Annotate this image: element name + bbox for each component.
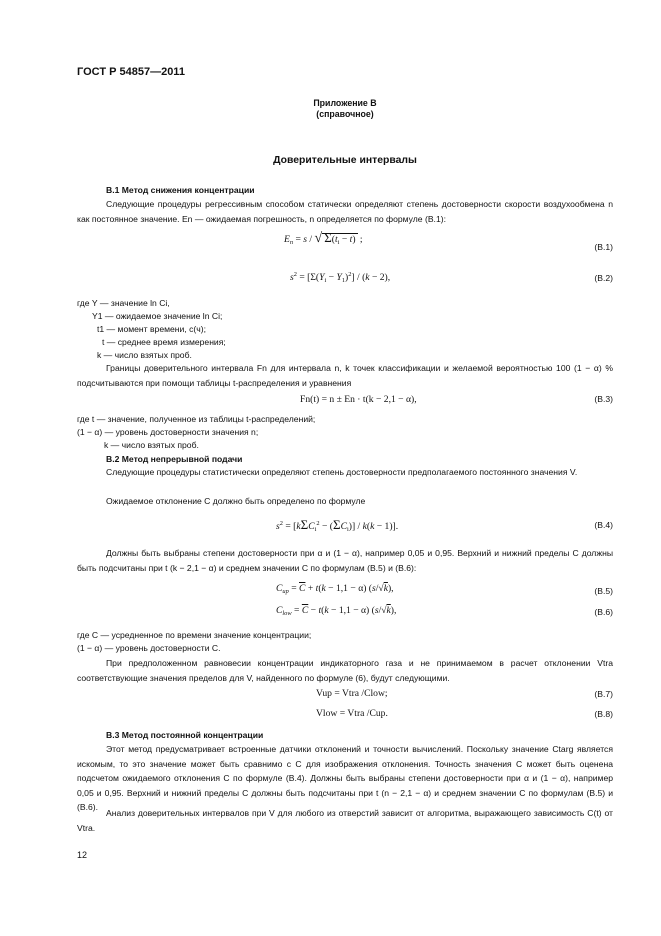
where-item: t — среднее время измерения; — [102, 337, 226, 347]
eq-b8-label: (В.8) — [594, 709, 613, 719]
where-item: где C — усредненное по времени значение концентрации; — [77, 630, 312, 640]
b2-paragraph-3 — [77, 546, 613, 575]
page-title: Доверительные интервалы — [273, 155, 417, 166]
b1-para1-text: Следующие процедуры регрессивным способом статически определяют степень достоверности скорости воздухообмена n как постоянное значение. En — ожидаемая погрешность, n определяется по формуле (В.1): — [77, 199, 613, 224]
b3-paragraph-1 — [77, 742, 613, 815]
eq-b7-label: (В.7) — [594, 689, 613, 699]
b1-paragraph-1 — [77, 197, 613, 226]
b2-paragraph-4 — [77, 656, 613, 685]
where-item: Y1 — ожидаемое значение ln Ci; — [92, 311, 223, 321]
eq-b1-label: (В.1) — [594, 242, 613, 252]
formula-b8: Vlow = Vtra /Cup. — [316, 708, 388, 719]
where-item: где t — значение, полученное из таблицы t-распределений; — [77, 414, 316, 424]
b1-para2-text: Границы доверительного интервала Fn для интервала n, k точек классификации и желаемой вероятностью 100 (1 − α) % подсчитываются при помощи таблицы t-распределения и уравнения — [77, 363, 613, 388]
standard-header: ГОСТ Р 54857—2011 — [77, 66, 185, 78]
b3-para2-text: Анализ доверительных интервалов при V для любого из отверстий зависит от алгоритма, выражающего зависимость C(t) от Vtra. — [77, 808, 613, 833]
b1-where-list — [77, 297, 226, 362]
eq-b4-label: (В.4) — [594, 520, 613, 530]
section-b1-heading: В.1 Метод снижения концентрации — [106, 185, 255, 195]
formula-b6: $C_{low} = \overline{C} - t(k - 1,1 - \alpha)$ (s/√k), — [276, 605, 397, 617]
b1-paragraph-2 — [77, 361, 613, 390]
appendix-note: (справочное) — [316, 109, 374, 119]
formula-b7: Vup = Vtra /Clow; — [316, 688, 388, 699]
page-number: 12 — [77, 850, 88, 860]
where-item: k — число взятых проб. — [97, 350, 192, 360]
eq-b5-label: (В.5) — [594, 586, 613, 596]
b2-para2-text: Ожидаемое отклонение C должно быть определено по формуле — [106, 496, 366, 506]
eq-b3-label: (В.3) — [594, 394, 613, 404]
eq-b6-label: (В.6) — [594, 607, 613, 617]
formula-b3: Fn(t) = n ± En · t(k − 2,1 − α), — [300, 394, 417, 405]
b2-para1-text: Следующие процедуры статистически определяют степень достоверности предполагаемого постоянного значения V. — [106, 467, 578, 477]
where-item: t1 — момент времени, с(ч); — [97, 324, 206, 334]
b2-para3-text: Должны быть выбраны степени достоверности при α и (1 − α), например 0,05 и 0,95. Верхний и нижний пределы C должны быть подсчитаны при t (k − 2,1 − α) и среднем значении C по формулам (В.5) и (В.6): — [77, 548, 613, 573]
section-b3-heading: В.3 Метод постоянной концентрации — [106, 730, 264, 740]
appendix-title: Приложение В — [313, 98, 377, 108]
b2-where-list — [77, 629, 311, 655]
appendix-heading — [77, 98, 613, 120]
where-item: где Y — значение ln Ci, — [77, 298, 170, 308]
b2-para4-text: При предположенном равновесии концентрации индикаторного газа и не принимаемом в расчет отклонении Vtra соответствующие значения пределов для V, найденного по формуле (6), будут следующими. — [77, 658, 613, 683]
section-b2-heading: В.2 Метод непрерывной подачи — [106, 454, 243, 464]
formula-b2: $s^2 = [\Sigma(Y_i - Y_1)^2] / (k - 2)$, — [290, 271, 391, 284]
formula-b5: $C_{up} = \overline{C} + t(k - 1,1 - \alpha)$ (s/√k), — [276, 583, 394, 595]
b1-where2-list — [77, 413, 315, 452]
where-item: (1 − α) — уровень достоверности значения n; — [77, 427, 259, 437]
where-item: k — число взятых проб. — [104, 440, 199, 450]
b3-para1-text: Этот метод предусматривает встроенные датчики отклонений и точности вычислений. Поскольку значение Ctarg является искомым, то это значение может быть сравнимо с C для изображения отклонения. Точность значения C может быть оценена подсчетом ожидаемого отклонения C по формуле (В.4). Должны быть выбраны степени достоверности при α и (1 − α), например 0,05 и 0,95. Верхний и нижний пределы C должны быть подсчитаны при t (n − 2,1 − α) и среднем значении C по формулам (В.5) и (В.6). — [77, 744, 613, 812]
where-item: (1 − α) — уровень достоверности C. — [77, 643, 221, 653]
formula-b1: $E_n = s$ / √ $\Sigma(t_i - t)$ ; — [284, 230, 363, 246]
formula-b4: $s^2 = [k\Sigma C_i^2 - (\Sigma C_i)] / k(k - 1)$]. — [276, 517, 399, 533]
b2-paragraph-2 — [77, 494, 613, 509]
eq-b2-label: (В.2) — [594, 273, 613, 283]
b2-paragraph-1 — [77, 465, 613, 480]
b3-paragraph-2 — [77, 806, 613, 835]
